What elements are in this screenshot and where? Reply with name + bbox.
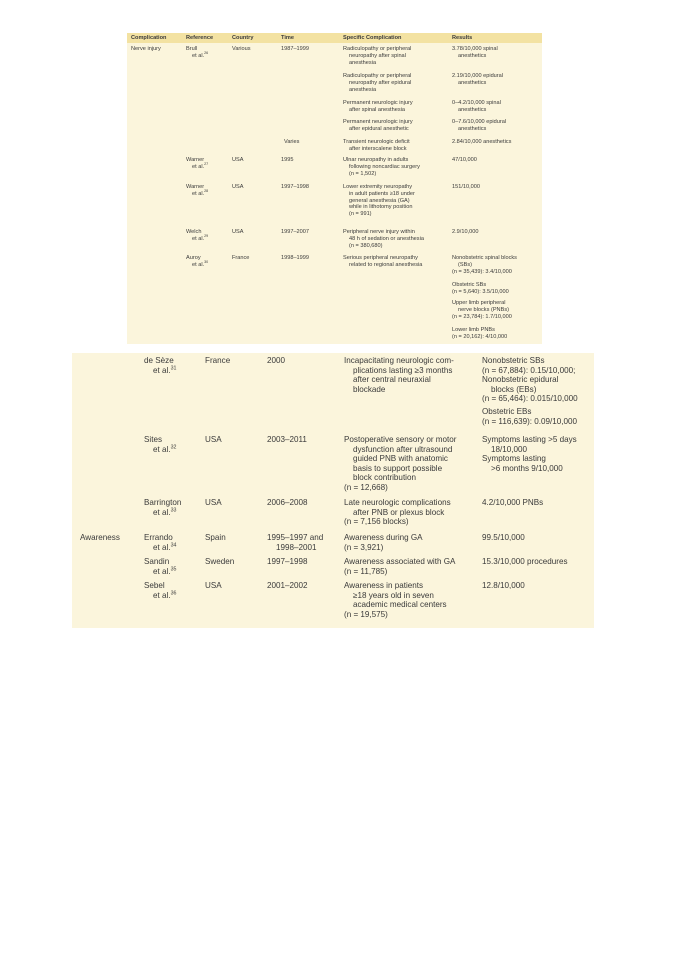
country-barrington: USA (205, 498, 222, 507)
time-auroy: 1998–1999 (281, 255, 309, 261)
complication-nerve-injury: Nerve injury (131, 46, 161, 52)
time-errando: 1995–1997 and 1998–2001 (267, 533, 324, 552)
header-country: Country (232, 35, 254, 41)
spec-welch: Peripheral nerve injury within 48 h of sedation or anesthesia (n = 380,680) (343, 229, 424, 249)
res-warner-28: 151/10,000 (452, 184, 480, 190)
res-sandin: 15.3/10,000 procedures (482, 557, 568, 566)
complication-awareness: Awareness (80, 533, 120, 542)
ref-sebel: Sebel et al.$^{36}$ (144, 581, 177, 600)
res-brull-3: 0–4.2/10,000 spinal anesthetics (452, 100, 501, 113)
ref-sandin: Sandin et al.$^{35}$ (144, 557, 177, 576)
spec-brull-5: Transient neurologic deficit after interscalene block (343, 139, 410, 152)
spec-auroy: Serious peripheral neuropathy related to regional anesthesia (343, 255, 423, 268)
country-de-seze: France (205, 356, 231, 365)
ref-sites: Sites et al.$^{32}$ (144, 435, 177, 454)
ref-welch: Welch et al.$^{29}$ (186, 229, 209, 242)
ref-de-seze: de Sèze et al.$^{31}$ (144, 356, 177, 375)
res-brull-1: 3.78/10,000 spinal anesthetics (452, 46, 498, 59)
spec-de-seze: Incapacitating neurologic com- plications lasting ≥3 months after central neuraxial blockade (344, 356, 454, 394)
res-auroy-4: Lower limb PNBs (n = 20,162): 4/10,000 (452, 327, 508, 340)
country-brull: Various (232, 46, 251, 52)
spec-brull-3: Permanent neurologic injury after spinal anesthesia (343, 100, 413, 113)
spec-warner-28: Lower extremity neuropathy in adult patients ≥18 under general anesthesia (GA) while in lithotomy position (n = 991) (343, 184, 415, 218)
ref-warner-28: Warner et al.$^{28}$ (186, 184, 209, 197)
time-brull-varies: Varies (284, 139, 300, 145)
ref-errando: Errando et al.$^{34}$ (144, 533, 177, 552)
table-panel-top (127, 33, 542, 344)
time-sebel: 2001–2002 (267, 581, 308, 590)
header-time: Time (281, 35, 294, 41)
res-auroy-3: Upper limb peripheral nerve blocks (PNBs) (n = 23,784): 1.7/10,000 (452, 300, 512, 320)
spec-brull-1: Radiculopathy or peripheral neuropathy after spinal anesthesia (343, 46, 412, 66)
spec-sebel: Awareness in patients ≥18 years old in seven academic medical centers (n = 19,575) (344, 581, 447, 619)
country-errando: Spain (205, 533, 226, 542)
ref-auroy: Auroy et al.$^{30}$ (186, 255, 209, 268)
country-auroy: France (232, 255, 250, 261)
res-welch: 2.9/10,000 (452, 229, 479, 235)
res-brull-2: 2.19/10,000 epidural anesthetics (452, 73, 504, 86)
res-auroy-2: Obstetric SBs (n = 5,640): 3.5/10,000 (452, 282, 509, 295)
time-welch: 1997–2007 (281, 229, 309, 235)
table-panel-bottom (72, 353, 594, 628)
spec-sandin: Awareness associated with GA (n = 11,785) (344, 557, 456, 576)
country-warner-27: USA (232, 157, 244, 163)
header-reference: Reference (186, 35, 214, 41)
country-sandin: Sweden (205, 557, 235, 566)
time-brull: 1987–1999 (281, 46, 309, 52)
spec-brull-2: Radiculopathy or peripheral neuropathy after epidural anesthesia (343, 73, 412, 93)
spec-warner-27: Ulnar neuropathy in adults following noncardiac surgery (n = 1,502) (343, 157, 420, 177)
ref-brull: Brull et al.$^{26}$ (186, 46, 209, 59)
header-specific: Specific Complication (343, 35, 402, 41)
header-complication: Complication (131, 35, 167, 41)
res-errando: 99.5/10,000 (482, 533, 525, 542)
ref-barrington: Barrington et al.$^{33}$ (144, 498, 182, 517)
res-sebel: 12.8/10,000 (482, 581, 525, 590)
res-auroy-1: Nonobstetric spinal blocks (SBs) (n = 35,439): 3.4/10,000 (452, 255, 517, 275)
res-barrington: 4.2/10,000 PNBs (482, 498, 544, 507)
ref-warner-27: Warner et al.$^{27}$ (186, 157, 209, 170)
country-welch: USA (232, 229, 244, 235)
header-results: Results (452, 35, 473, 41)
time-de-seze: 2000 (267, 356, 286, 365)
time-sites: 2003–2011 (267, 435, 307, 444)
res-brull-5: 2.84/10,000 anesthetics (452, 139, 512, 145)
time-sandin: 1997–1998 (267, 557, 308, 566)
spec-brull-4: Permanent neurologic injury after epidural anesthetic (343, 119, 413, 132)
country-sebel: USA (205, 581, 222, 590)
spec-sites: Postoperative sensory or motor dysfunction after ultrasound guided PNB with anatomic basis to support possible block contribution (n = 12,668) (344, 435, 457, 492)
time-barrington: 2006–2008 (267, 498, 308, 507)
res-de-seze: Nonobstetric SBs (n = 67,884): 0.15/10,000; Nonobstetric epidural blocks (EBs) (n = 65,464): 0.015/10,000 Obstetric EBs (n = 116,639): 0.09/10,000 (482, 356, 578, 426)
country-warner-28: USA (232, 184, 244, 190)
res-sites: Symptoms lasting >5 days 18/10,000 Symptoms lasting >6 months 9/10,000 (482, 435, 577, 473)
country-sites: USA (205, 435, 222, 444)
time-warner-28: 1997–1998 (281, 184, 309, 190)
res-brull-4: 0–7.6/10,000 epidural anesthetics (452, 119, 507, 132)
spec-barrington: Late neurologic complications after PNB or plexus block (n = 7,156 blocks) (344, 498, 451, 527)
spec-errando: Awareness during GA (n = 3,921) (344, 533, 423, 552)
time-warner-27: 1995 (281, 157, 294, 163)
res-warner-27: 47/10,000 (452, 157, 477, 163)
